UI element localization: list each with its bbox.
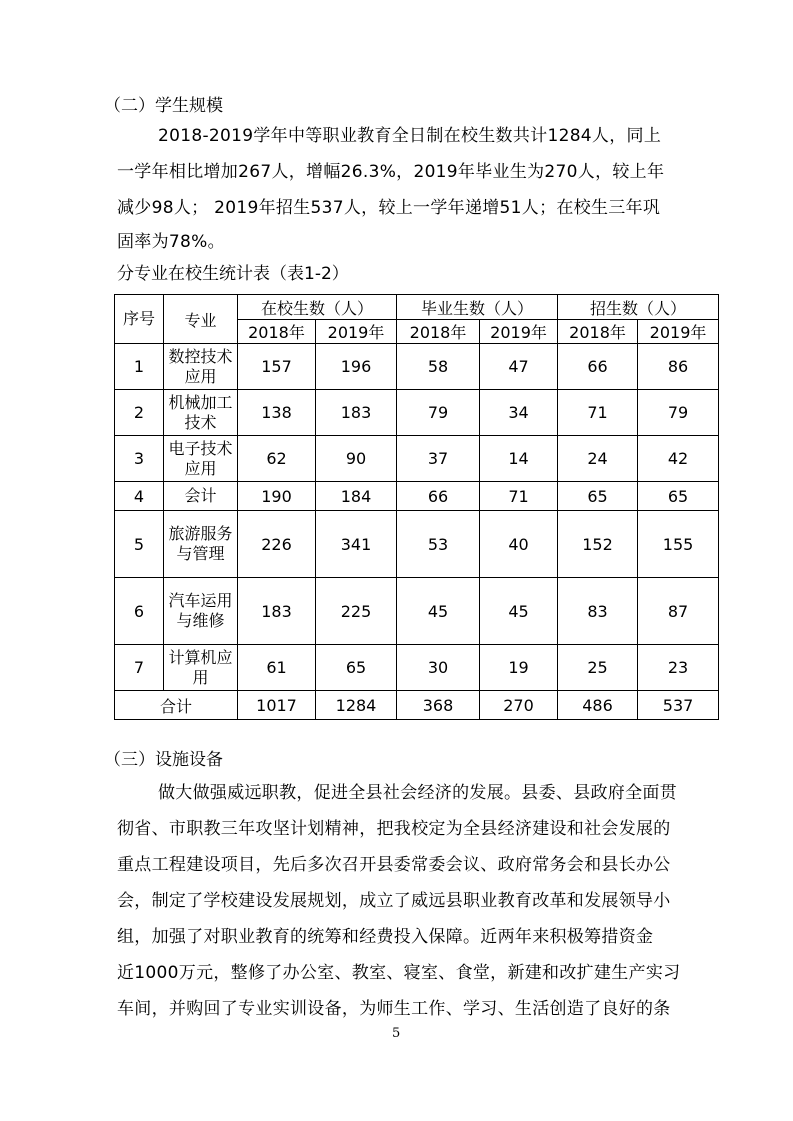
cell-value: 341 xyxy=(316,511,397,578)
paragraph-line: 固率为78%。 xyxy=(117,232,225,252)
enrollment-statistics-table xyxy=(114,294,719,720)
header-graduates: 毕业生数（人） xyxy=(397,295,558,320)
header-enrolled: 在校生数（人） xyxy=(238,295,397,320)
cell-major: 汽车运用与维修 xyxy=(164,578,238,645)
cell-value: 42 xyxy=(638,436,719,482)
section-heading-facilities: （三）设施设备 xyxy=(104,750,223,770)
cell-value: 34 xyxy=(480,390,558,436)
cell-value: 61 xyxy=(238,645,316,691)
cell-major: 电子技术应用 xyxy=(164,436,238,482)
cell-value: 225 xyxy=(316,578,397,645)
cell-value: 190 xyxy=(238,482,316,511)
table-caption: 分专业在校生统计表（表1-2） xyxy=(117,264,349,284)
paragraph-line: 2018-2019学年中等职业教育全日制在校生数共计1284人，同上 xyxy=(158,126,662,146)
cell-value: 53 xyxy=(397,511,480,578)
cell-value: 45 xyxy=(480,578,558,645)
cell-value: 226 xyxy=(238,511,316,578)
cell-value: 86 xyxy=(638,344,719,390)
section-heading-student-scale: （二）学生规模 xyxy=(104,96,223,116)
paragraph-line: 会，制定了学校建设发展规划，成立了威远县职业教育改革和发展领导小 xyxy=(117,891,671,911)
table-row xyxy=(115,436,719,482)
cell-value: 83 xyxy=(558,578,638,645)
cell-value: 19 xyxy=(480,645,558,691)
year-header: 2018年 xyxy=(238,320,316,344)
cell-major: 会计 xyxy=(164,482,238,511)
table-header-row xyxy=(115,295,719,320)
year-header: 2018年 xyxy=(558,320,638,344)
cell-value: 90 xyxy=(316,436,397,482)
cell-value: 157 xyxy=(238,344,316,390)
cell-value: 45 xyxy=(397,578,480,645)
cell-value: 71 xyxy=(558,390,638,436)
cell-value: 183 xyxy=(316,390,397,436)
cell-value: 1284 xyxy=(316,691,397,720)
cell-major: 计算机应用 xyxy=(164,645,238,691)
cell-value: 486 xyxy=(558,691,638,720)
paragraph-line: 近1000万元，整修了办公室、教室、寝室、食堂，新建和改扩建生产实习 xyxy=(117,963,681,983)
cell-major: 旅游服务与管理 xyxy=(164,511,238,578)
paragraph-line: 做大做强威远职教，促进全县社会经济的发展。县委、县政府全面贯 xyxy=(158,783,677,803)
paragraph-line: 组，加强了对职业教育的统筹和经费投入保障。近两年来积极筹措资金 xyxy=(117,927,654,947)
cell-value: 47 xyxy=(480,344,558,390)
page-number: 5 xyxy=(392,1026,401,1041)
cell-value: 66 xyxy=(558,344,638,390)
table-row xyxy=(115,511,719,578)
cell-seq: 5 xyxy=(115,511,164,578)
table-total-row xyxy=(115,691,719,720)
cell-value: 79 xyxy=(638,390,719,436)
table-row xyxy=(115,390,719,436)
cell-value: 368 xyxy=(397,691,480,720)
cell-value: 65 xyxy=(316,645,397,691)
year-header: 2019年 xyxy=(480,320,558,344)
cell-value: 65 xyxy=(558,482,638,511)
cell-seq: 3 xyxy=(115,436,164,482)
cell-major: 数控技术应用 xyxy=(164,344,238,390)
cell-value: 184 xyxy=(316,482,397,511)
cell-seq: 6 xyxy=(115,578,164,645)
cell-major: 机械加工技术 xyxy=(164,390,238,436)
cell-seq: 7 xyxy=(115,645,164,691)
cell-value: 40 xyxy=(480,511,558,578)
cell-value: 155 xyxy=(638,511,719,578)
header-seq: 序号 xyxy=(115,295,164,344)
cell-value: 537 xyxy=(638,691,719,720)
cell-value: 79 xyxy=(397,390,480,436)
cell-value: 24 xyxy=(558,436,638,482)
cell-value: 87 xyxy=(638,578,719,645)
table-row xyxy=(115,645,719,691)
paragraph-line: 车间，并购回了专业实训设备，为师生工作、学习、生活创造了良好的条 xyxy=(117,999,671,1019)
cell-value: 196 xyxy=(316,344,397,390)
year-header: 2019年 xyxy=(316,320,397,344)
cell-value: 152 xyxy=(558,511,638,578)
cell-value: 138 xyxy=(238,390,316,436)
cell-value: 183 xyxy=(238,578,316,645)
cell-value: 37 xyxy=(397,436,480,482)
cell-total-label: 合计 xyxy=(115,691,238,720)
paragraph-line: 减少98人； 2019年招生537人，较上一学年递增51人；在校生三年巩 xyxy=(117,198,661,218)
cell-value: 62 xyxy=(238,436,316,482)
cell-seq: 2 xyxy=(115,390,164,436)
year-header: 2019年 xyxy=(638,320,719,344)
header-major: 专业 xyxy=(164,295,238,344)
paragraph-line: 重点工程建设项目，先后多次召开县委常委会议、政府常务会和县长办公 xyxy=(117,855,671,875)
table-row xyxy=(115,482,719,511)
cell-value: 14 xyxy=(480,436,558,482)
paragraph-line: 彻省、市职教三年攻坚计划精神，把我校定为全县经济建设和社会发展的 xyxy=(117,819,671,839)
cell-seq: 4 xyxy=(115,482,164,511)
table-row xyxy=(115,578,719,645)
paragraph-line: 一学年相比增加267人，增幅26.3%，2019年毕业生为270人，较上年 xyxy=(117,162,665,182)
cell-value: 58 xyxy=(397,344,480,390)
cell-seq: 1 xyxy=(115,344,164,390)
cell-value: 1017 xyxy=(238,691,316,720)
cell-value: 30 xyxy=(397,645,480,691)
cell-value: 25 xyxy=(558,645,638,691)
table-row xyxy=(115,344,719,390)
cell-value: 23 xyxy=(638,645,719,691)
cell-value: 71 xyxy=(480,482,558,511)
cell-value: 270 xyxy=(480,691,558,720)
cell-value: 66 xyxy=(397,482,480,511)
cell-value: 65 xyxy=(638,482,719,511)
year-header: 2018年 xyxy=(397,320,480,344)
header-admissions: 招生数（人） xyxy=(558,295,719,320)
